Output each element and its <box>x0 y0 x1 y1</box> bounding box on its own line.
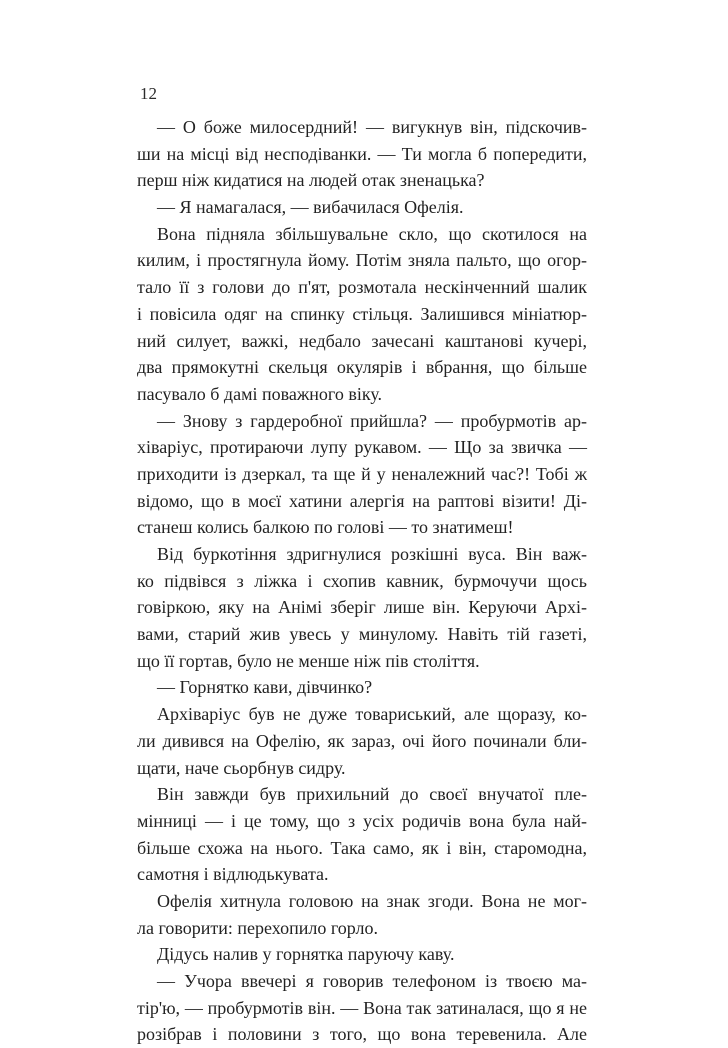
text-line: тір'ю, — пробурмотів він. — Вона так затиналася, що я не <box>137 997 587 1018</box>
text-line: — Я намагалася, — вибачилася Офелія. <box>157 197 464 218</box>
text-line: і повісила одяг на спинку стільця. Залишився мініатюр- <box>137 303 587 324</box>
text-line: вами, старий жив увесь у минулому. Навіть тій газеті, <box>137 624 587 645</box>
text-line: ли дивився на Офелію, як зараз, очі його починали бли- <box>137 730 587 751</box>
text-line: щати, наче сьорбнув сидру. <box>137 757 346 778</box>
text-line: Офелія хитнула головою на знак згоди. Вона не мог- <box>157 890 587 911</box>
body-text <box>137 114 587 1048</box>
text-line: Він завжди був прихильний до своєї внучатої пле- <box>157 784 587 805</box>
text-line: пасувало б дамі поважного віку. <box>137 383 383 404</box>
text-line: мінниці — і це тому, що з усіх родичів вона була най- <box>137 810 587 831</box>
text-line: приходити із дзеркал, та ще й у неналежний час?! Тобі ж <box>137 463 587 484</box>
text-line: ко підвівся з ліжка і схопив кавник, бурмочучи щось <box>137 570 587 591</box>
text-line: ши на місці від несподіванки. — Ти могла б попередити, <box>137 143 587 164</box>
text-line: ла говорити: перехопило горло. <box>137 917 379 938</box>
text-line: Дідусь налив у горнятка паруючу каву. <box>157 944 455 965</box>
text-line: Вона підняла збільшувальне скло, що скотилося на <box>157 223 587 244</box>
text-line: хіваріус, протираючи лупу рукавом. — Що за звичка — <box>137 437 587 458</box>
text-line: — Горнятко кави, дівчинко? <box>157 677 373 698</box>
text-line: більше схожа на нього. Така само, як і він, старомодна, <box>137 837 587 858</box>
text-line: що її гортав, було не менше ніж пів століття. <box>137 650 480 671</box>
text-line: килим, і простягнула йому. Потім зняла пальто, що огор- <box>137 250 587 271</box>
text-line: — Учора ввечері я говорив телефоном із твоєю ма- <box>157 971 587 991</box>
text-line: — Знову з гардеробної прийшла? — пробурмотів ар- <box>157 410 587 431</box>
text-line: говіркою, яку на Анімі зберіг лише він. Керуючи Архі- <box>137 597 587 618</box>
text-line: тало її з голови до п'ят, розмотала нескінченний шалик <box>137 277 587 298</box>
text-line: станеш колись балкою по голові — то знатимеш! <box>137 517 514 538</box>
text-line: два прямокутні скельця окулярів і вбрання, що більше <box>137 357 587 378</box>
text-line: розібрав і половини з того, що вона теревенила. Але <box>137 1024 587 1045</box>
page-number: 12 <box>140 84 157 103</box>
text-line: перш ніж кидатися на людей отак зненацька? <box>137 170 485 191</box>
text-line: Від буркотіння здригнулися розкішні вуса. Він важ- <box>157 544 587 564</box>
text-line: самотня і відлюдькувата. <box>137 864 329 885</box>
text-line: відомо, що в моєї хатини алергія на раптові візити! Ді- <box>137 490 587 511</box>
text-line: Архіваріус був не дуже товариський, але щоразу, ко- <box>157 704 587 725</box>
text-line: — О боже милосердний! — вигукнув він, підскочив- <box>157 117 587 137</box>
text-line: ний силует, важкі, недбало зачесані каштанові кучері, <box>137 330 587 351</box>
